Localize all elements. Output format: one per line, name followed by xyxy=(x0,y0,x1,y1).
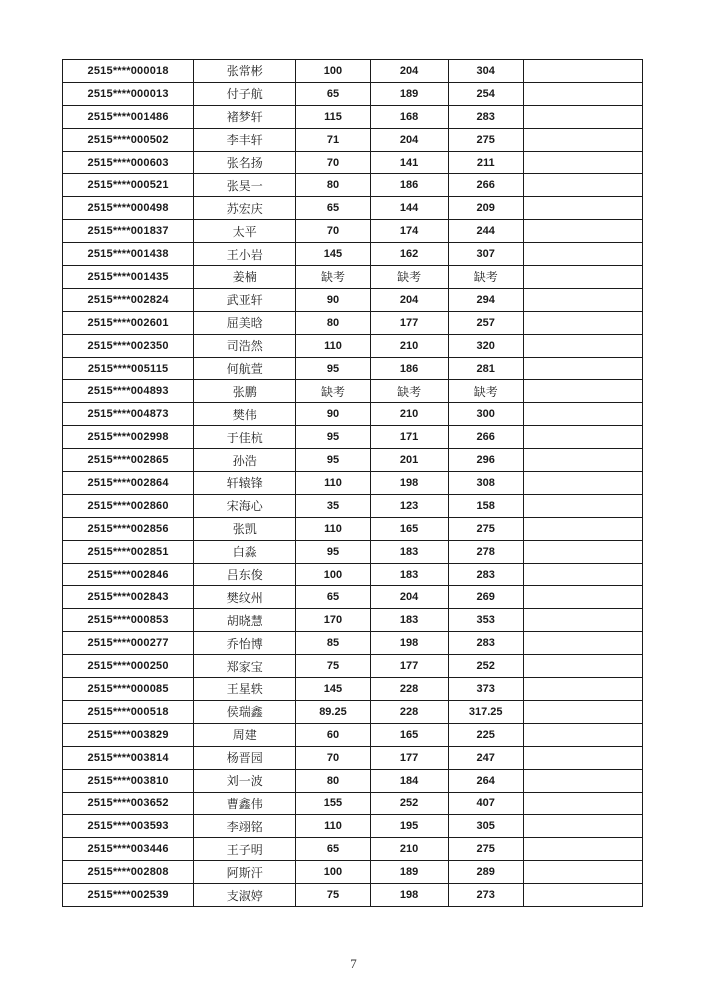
total-cell: 225 xyxy=(448,723,523,746)
remark-cell xyxy=(523,243,642,266)
name-cell: 樊纹州 xyxy=(194,586,296,609)
table-row xyxy=(63,540,643,563)
score1-cell: 缺考 xyxy=(296,266,370,289)
exam-id-cell: 2515****001837 xyxy=(63,220,194,243)
total-cell: 缺考 xyxy=(448,266,523,289)
name-cell: 于佳杭 xyxy=(194,426,296,449)
score2-cell: 195 xyxy=(370,815,448,838)
name-cell: 轩辕锋 xyxy=(194,472,296,495)
exam-id-cell: 2515****000518 xyxy=(63,700,194,723)
total-cell: 278 xyxy=(448,540,523,563)
table-row xyxy=(63,861,643,884)
score2-cell: 缺考 xyxy=(370,380,448,403)
table-row xyxy=(63,197,643,220)
score2-cell: 228 xyxy=(370,700,448,723)
total-cell: 305 xyxy=(448,815,523,838)
score1-cell: 70 xyxy=(296,746,370,769)
remark-cell xyxy=(523,288,642,311)
score1-cell: 155 xyxy=(296,792,370,815)
remark-cell xyxy=(523,380,642,403)
name-cell: 张名扬 xyxy=(194,151,296,174)
score1-cell: 缺考 xyxy=(296,380,370,403)
score2-cell: 186 xyxy=(370,174,448,197)
remark-cell xyxy=(523,174,642,197)
score1-cell: 35 xyxy=(296,494,370,517)
score1-cell: 80 xyxy=(296,174,370,197)
score1-cell: 110 xyxy=(296,334,370,357)
score2-cell: 189 xyxy=(370,861,448,884)
table-row xyxy=(63,586,643,609)
score2-cell: 189 xyxy=(370,82,448,105)
table-row xyxy=(63,815,643,838)
total-cell: 300 xyxy=(448,403,523,426)
exam-id-cell: 2515****001435 xyxy=(63,266,194,289)
score1-cell: 145 xyxy=(296,678,370,701)
table-row xyxy=(63,426,643,449)
exam-id-cell: 2515****003652 xyxy=(63,792,194,815)
remark-cell xyxy=(523,151,642,174)
score2-cell: 198 xyxy=(370,632,448,655)
total-cell: 269 xyxy=(448,586,523,609)
exam-id-cell: 2515****002824 xyxy=(63,288,194,311)
total-cell: 158 xyxy=(448,494,523,517)
remark-cell xyxy=(523,678,642,701)
exam-id-cell: 2515****002601 xyxy=(63,311,194,334)
score2-cell: 204 xyxy=(370,128,448,151)
score2-cell: 165 xyxy=(370,517,448,540)
score-table-body xyxy=(63,60,643,907)
score1-cell: 71 xyxy=(296,128,370,151)
score1-cell: 100 xyxy=(296,563,370,586)
remark-cell xyxy=(523,403,642,426)
table-row xyxy=(63,60,643,83)
score1-cell: 95 xyxy=(296,357,370,380)
remark-cell xyxy=(523,128,642,151)
exam-id-cell: 2515****003810 xyxy=(63,769,194,792)
score1-cell: 145 xyxy=(296,243,370,266)
total-cell: 275 xyxy=(448,517,523,540)
name-cell: 周建 xyxy=(194,723,296,746)
score1-cell: 100 xyxy=(296,60,370,83)
total-cell: 407 xyxy=(448,792,523,815)
name-cell: 张凯 xyxy=(194,517,296,540)
name-cell: 阿斯汗 xyxy=(194,861,296,884)
score2-cell: 252 xyxy=(370,792,448,815)
name-cell: 王子明 xyxy=(194,838,296,861)
exam-id-cell: 2515****001486 xyxy=(63,105,194,128)
score1-cell: 65 xyxy=(296,82,370,105)
exam-id-cell: 2515****002865 xyxy=(63,449,194,472)
table-row xyxy=(63,700,643,723)
total-cell: 353 xyxy=(448,609,523,632)
remark-cell xyxy=(523,472,642,495)
score-table xyxy=(62,59,643,907)
total-cell: 281 xyxy=(448,357,523,380)
remark-cell xyxy=(523,769,642,792)
table-row xyxy=(63,609,643,632)
score1-cell: 70 xyxy=(296,220,370,243)
score1-cell: 95 xyxy=(296,449,370,472)
remark-cell xyxy=(523,494,642,517)
table-row xyxy=(63,746,643,769)
remark-cell xyxy=(523,632,642,655)
total-cell: 283 xyxy=(448,563,523,586)
exam-id-cell: 2515****000502 xyxy=(63,128,194,151)
table-row xyxy=(63,723,643,746)
total-cell: 275 xyxy=(448,128,523,151)
exam-id-cell: 2515****003593 xyxy=(63,815,194,838)
exam-id-cell: 2515****002350 xyxy=(63,334,194,357)
remark-cell xyxy=(523,655,642,678)
score1-cell: 95 xyxy=(296,540,370,563)
table-row xyxy=(63,838,643,861)
score1-cell: 70 xyxy=(296,151,370,174)
score1-cell: 95 xyxy=(296,426,370,449)
total-cell: 264 xyxy=(448,769,523,792)
score1-cell: 75 xyxy=(296,884,370,907)
name-cell: 宋海心 xyxy=(194,494,296,517)
remark-cell xyxy=(523,723,642,746)
total-cell: 304 xyxy=(448,60,523,83)
remark-cell xyxy=(523,517,642,540)
exam-id-cell: 2515****000018 xyxy=(63,60,194,83)
table-row xyxy=(63,288,643,311)
name-cell: 张常彬 xyxy=(194,60,296,83)
remark-cell xyxy=(523,357,642,380)
score1-cell: 90 xyxy=(296,288,370,311)
score2-cell: 177 xyxy=(370,311,448,334)
total-cell: 308 xyxy=(448,472,523,495)
exam-id-cell: 2515****000085 xyxy=(63,678,194,701)
name-cell: 孙浩 xyxy=(194,449,296,472)
score1-cell: 65 xyxy=(296,838,370,861)
table-row xyxy=(63,517,643,540)
exam-id-cell: 2515****002998 xyxy=(63,426,194,449)
table-row xyxy=(63,678,643,701)
exam-id-cell: 2515****002851 xyxy=(63,540,194,563)
table-row xyxy=(63,311,643,334)
name-cell: 司浩然 xyxy=(194,334,296,357)
exam-id-cell: 2515****002808 xyxy=(63,861,194,884)
score2-cell: 174 xyxy=(370,220,448,243)
table-row xyxy=(63,403,643,426)
remark-cell xyxy=(523,60,642,83)
score1-cell: 85 xyxy=(296,632,370,655)
exam-id-cell: 2515****002539 xyxy=(63,884,194,907)
table-row xyxy=(63,884,643,907)
exam-id-cell: 2515****000853 xyxy=(63,609,194,632)
total-cell: 252 xyxy=(448,655,523,678)
table-row xyxy=(63,655,643,678)
table-row xyxy=(63,174,643,197)
score2-cell: 210 xyxy=(370,334,448,357)
name-cell: 苏宏庆 xyxy=(194,197,296,220)
name-cell: 吕东俊 xyxy=(194,563,296,586)
exam-id-cell: 2515****003829 xyxy=(63,723,194,746)
total-cell: 266 xyxy=(448,426,523,449)
name-cell: 姜楠 xyxy=(194,266,296,289)
remark-cell xyxy=(523,197,642,220)
score1-cell: 75 xyxy=(296,655,370,678)
name-cell: 白淼 xyxy=(194,540,296,563)
exam-id-cell: 2515****000250 xyxy=(63,655,194,678)
score1-cell: 100 xyxy=(296,861,370,884)
table-row xyxy=(63,220,643,243)
score2-cell: 183 xyxy=(370,563,448,586)
remark-cell xyxy=(523,449,642,472)
score2-cell: 186 xyxy=(370,357,448,380)
score2-cell: 198 xyxy=(370,472,448,495)
total-cell: 266 xyxy=(448,174,523,197)
exam-id-cell: 2515****002864 xyxy=(63,472,194,495)
table-row xyxy=(63,563,643,586)
table-row xyxy=(63,82,643,105)
score1-cell: 170 xyxy=(296,609,370,632)
score1-cell: 80 xyxy=(296,311,370,334)
remark-cell xyxy=(523,311,642,334)
total-cell: 320 xyxy=(448,334,523,357)
score2-cell: 204 xyxy=(370,60,448,83)
total-cell: 275 xyxy=(448,838,523,861)
name-cell: 胡晓慧 xyxy=(194,609,296,632)
remark-cell xyxy=(523,563,642,586)
name-cell: 王星轶 xyxy=(194,678,296,701)
score2-cell: 144 xyxy=(370,197,448,220)
score2-cell: 123 xyxy=(370,494,448,517)
remark-cell xyxy=(523,746,642,769)
exam-id-cell: 2515****003814 xyxy=(63,746,194,769)
score2-cell: 228 xyxy=(370,678,448,701)
score1-cell: 80 xyxy=(296,769,370,792)
name-cell: 屈美晗 xyxy=(194,311,296,334)
exam-id-cell: 2515****004873 xyxy=(63,403,194,426)
total-cell: 283 xyxy=(448,105,523,128)
score2-cell: 183 xyxy=(370,609,448,632)
total-cell: 283 xyxy=(448,632,523,655)
score2-cell: 184 xyxy=(370,769,448,792)
exam-id-cell: 2515****002860 xyxy=(63,494,194,517)
score1-cell: 89.25 xyxy=(296,700,370,723)
score2-cell: 210 xyxy=(370,838,448,861)
score2-cell: 198 xyxy=(370,884,448,907)
exam-id-cell: 2515****001438 xyxy=(63,243,194,266)
total-cell: 缺考 xyxy=(448,380,523,403)
name-cell: 张昊一 xyxy=(194,174,296,197)
total-cell: 244 xyxy=(448,220,523,243)
score2-cell: 204 xyxy=(370,586,448,609)
exam-id-cell: 2515****003446 xyxy=(63,838,194,861)
remark-cell xyxy=(523,105,642,128)
score1-cell: 65 xyxy=(296,586,370,609)
name-cell: 武亚轩 xyxy=(194,288,296,311)
total-cell: 273 xyxy=(448,884,523,907)
score1-cell: 110 xyxy=(296,815,370,838)
remark-cell xyxy=(523,609,642,632)
name-cell: 李丰轩 xyxy=(194,128,296,151)
table-row xyxy=(63,357,643,380)
table-row xyxy=(63,792,643,815)
score2-cell: 171 xyxy=(370,426,448,449)
score1-cell: 60 xyxy=(296,723,370,746)
score2-cell: 204 xyxy=(370,288,448,311)
name-cell: 张鹏 xyxy=(194,380,296,403)
remark-cell xyxy=(523,792,642,815)
table-row xyxy=(63,769,643,792)
score2-cell: 183 xyxy=(370,540,448,563)
name-cell: 刘一波 xyxy=(194,769,296,792)
remark-cell xyxy=(523,82,642,105)
total-cell: 294 xyxy=(448,288,523,311)
score2-cell: 210 xyxy=(370,403,448,426)
table-row xyxy=(63,494,643,517)
exam-id-cell: 2515****000603 xyxy=(63,151,194,174)
name-cell: 支淑婷 xyxy=(194,884,296,907)
remark-cell xyxy=(523,838,642,861)
table-row xyxy=(63,632,643,655)
total-cell: 211 xyxy=(448,151,523,174)
remark-cell xyxy=(523,426,642,449)
score1-cell: 110 xyxy=(296,472,370,495)
remark-cell xyxy=(523,266,642,289)
name-cell: 郑家宝 xyxy=(194,655,296,678)
total-cell: 373 xyxy=(448,678,523,701)
table-row xyxy=(63,243,643,266)
name-cell: 褚梦轩 xyxy=(194,105,296,128)
exam-id-cell: 2515****000277 xyxy=(63,632,194,655)
score2-cell: 168 xyxy=(370,105,448,128)
remark-cell xyxy=(523,220,642,243)
exam-id-cell: 2515****004893 xyxy=(63,380,194,403)
total-cell: 254 xyxy=(448,82,523,105)
table-row xyxy=(63,472,643,495)
total-cell: 317.25 xyxy=(448,700,523,723)
exam-id-cell: 2515****000013 xyxy=(63,82,194,105)
name-cell: 太平 xyxy=(194,220,296,243)
name-cell: 李翊铭 xyxy=(194,815,296,838)
score1-cell: 115 xyxy=(296,105,370,128)
total-cell: 257 xyxy=(448,311,523,334)
name-cell: 付子航 xyxy=(194,82,296,105)
score2-cell: 177 xyxy=(370,746,448,769)
score1-cell: 110 xyxy=(296,517,370,540)
name-cell: 樊伟 xyxy=(194,403,296,426)
score2-cell: 165 xyxy=(370,723,448,746)
remark-cell xyxy=(523,334,642,357)
score2-cell: 201 xyxy=(370,449,448,472)
exam-id-cell: 2515****005115 xyxy=(63,357,194,380)
table-row xyxy=(63,128,643,151)
table-row xyxy=(63,151,643,174)
score2-cell: 141 xyxy=(370,151,448,174)
table-row xyxy=(63,449,643,472)
score1-cell: 90 xyxy=(296,403,370,426)
exam-id-cell: 2515****002843 xyxy=(63,586,194,609)
total-cell: 247 xyxy=(448,746,523,769)
table-row xyxy=(63,334,643,357)
name-cell: 侯瑞鑫 xyxy=(194,700,296,723)
exam-id-cell: 2515****000498 xyxy=(63,197,194,220)
remark-cell xyxy=(523,586,642,609)
total-cell: 296 xyxy=(448,449,523,472)
score1-cell: 65 xyxy=(296,197,370,220)
name-cell: 王小岩 xyxy=(194,243,296,266)
remark-cell xyxy=(523,815,642,838)
exam-id-cell: 2515****002846 xyxy=(63,563,194,586)
remark-cell xyxy=(523,884,642,907)
exam-id-cell: 2515****002856 xyxy=(63,517,194,540)
table-row xyxy=(63,105,643,128)
score2-cell: 162 xyxy=(370,243,448,266)
table-row xyxy=(63,266,643,289)
total-cell: 209 xyxy=(448,197,523,220)
exam-id-cell: 2515****000521 xyxy=(63,174,194,197)
name-cell: 乔怡博 xyxy=(194,632,296,655)
name-cell: 何航萱 xyxy=(194,357,296,380)
remark-cell xyxy=(523,861,642,884)
name-cell: 曹鑫伟 xyxy=(194,792,296,815)
score2-cell: 177 xyxy=(370,655,448,678)
remark-cell xyxy=(523,540,642,563)
total-cell: 289 xyxy=(448,861,523,884)
name-cell: 杨晋园 xyxy=(194,746,296,769)
total-cell: 307 xyxy=(448,243,523,266)
page-number: 7 xyxy=(350,956,357,971)
remark-cell xyxy=(523,700,642,723)
score2-cell: 缺考 xyxy=(370,266,448,289)
table-row xyxy=(63,380,643,403)
